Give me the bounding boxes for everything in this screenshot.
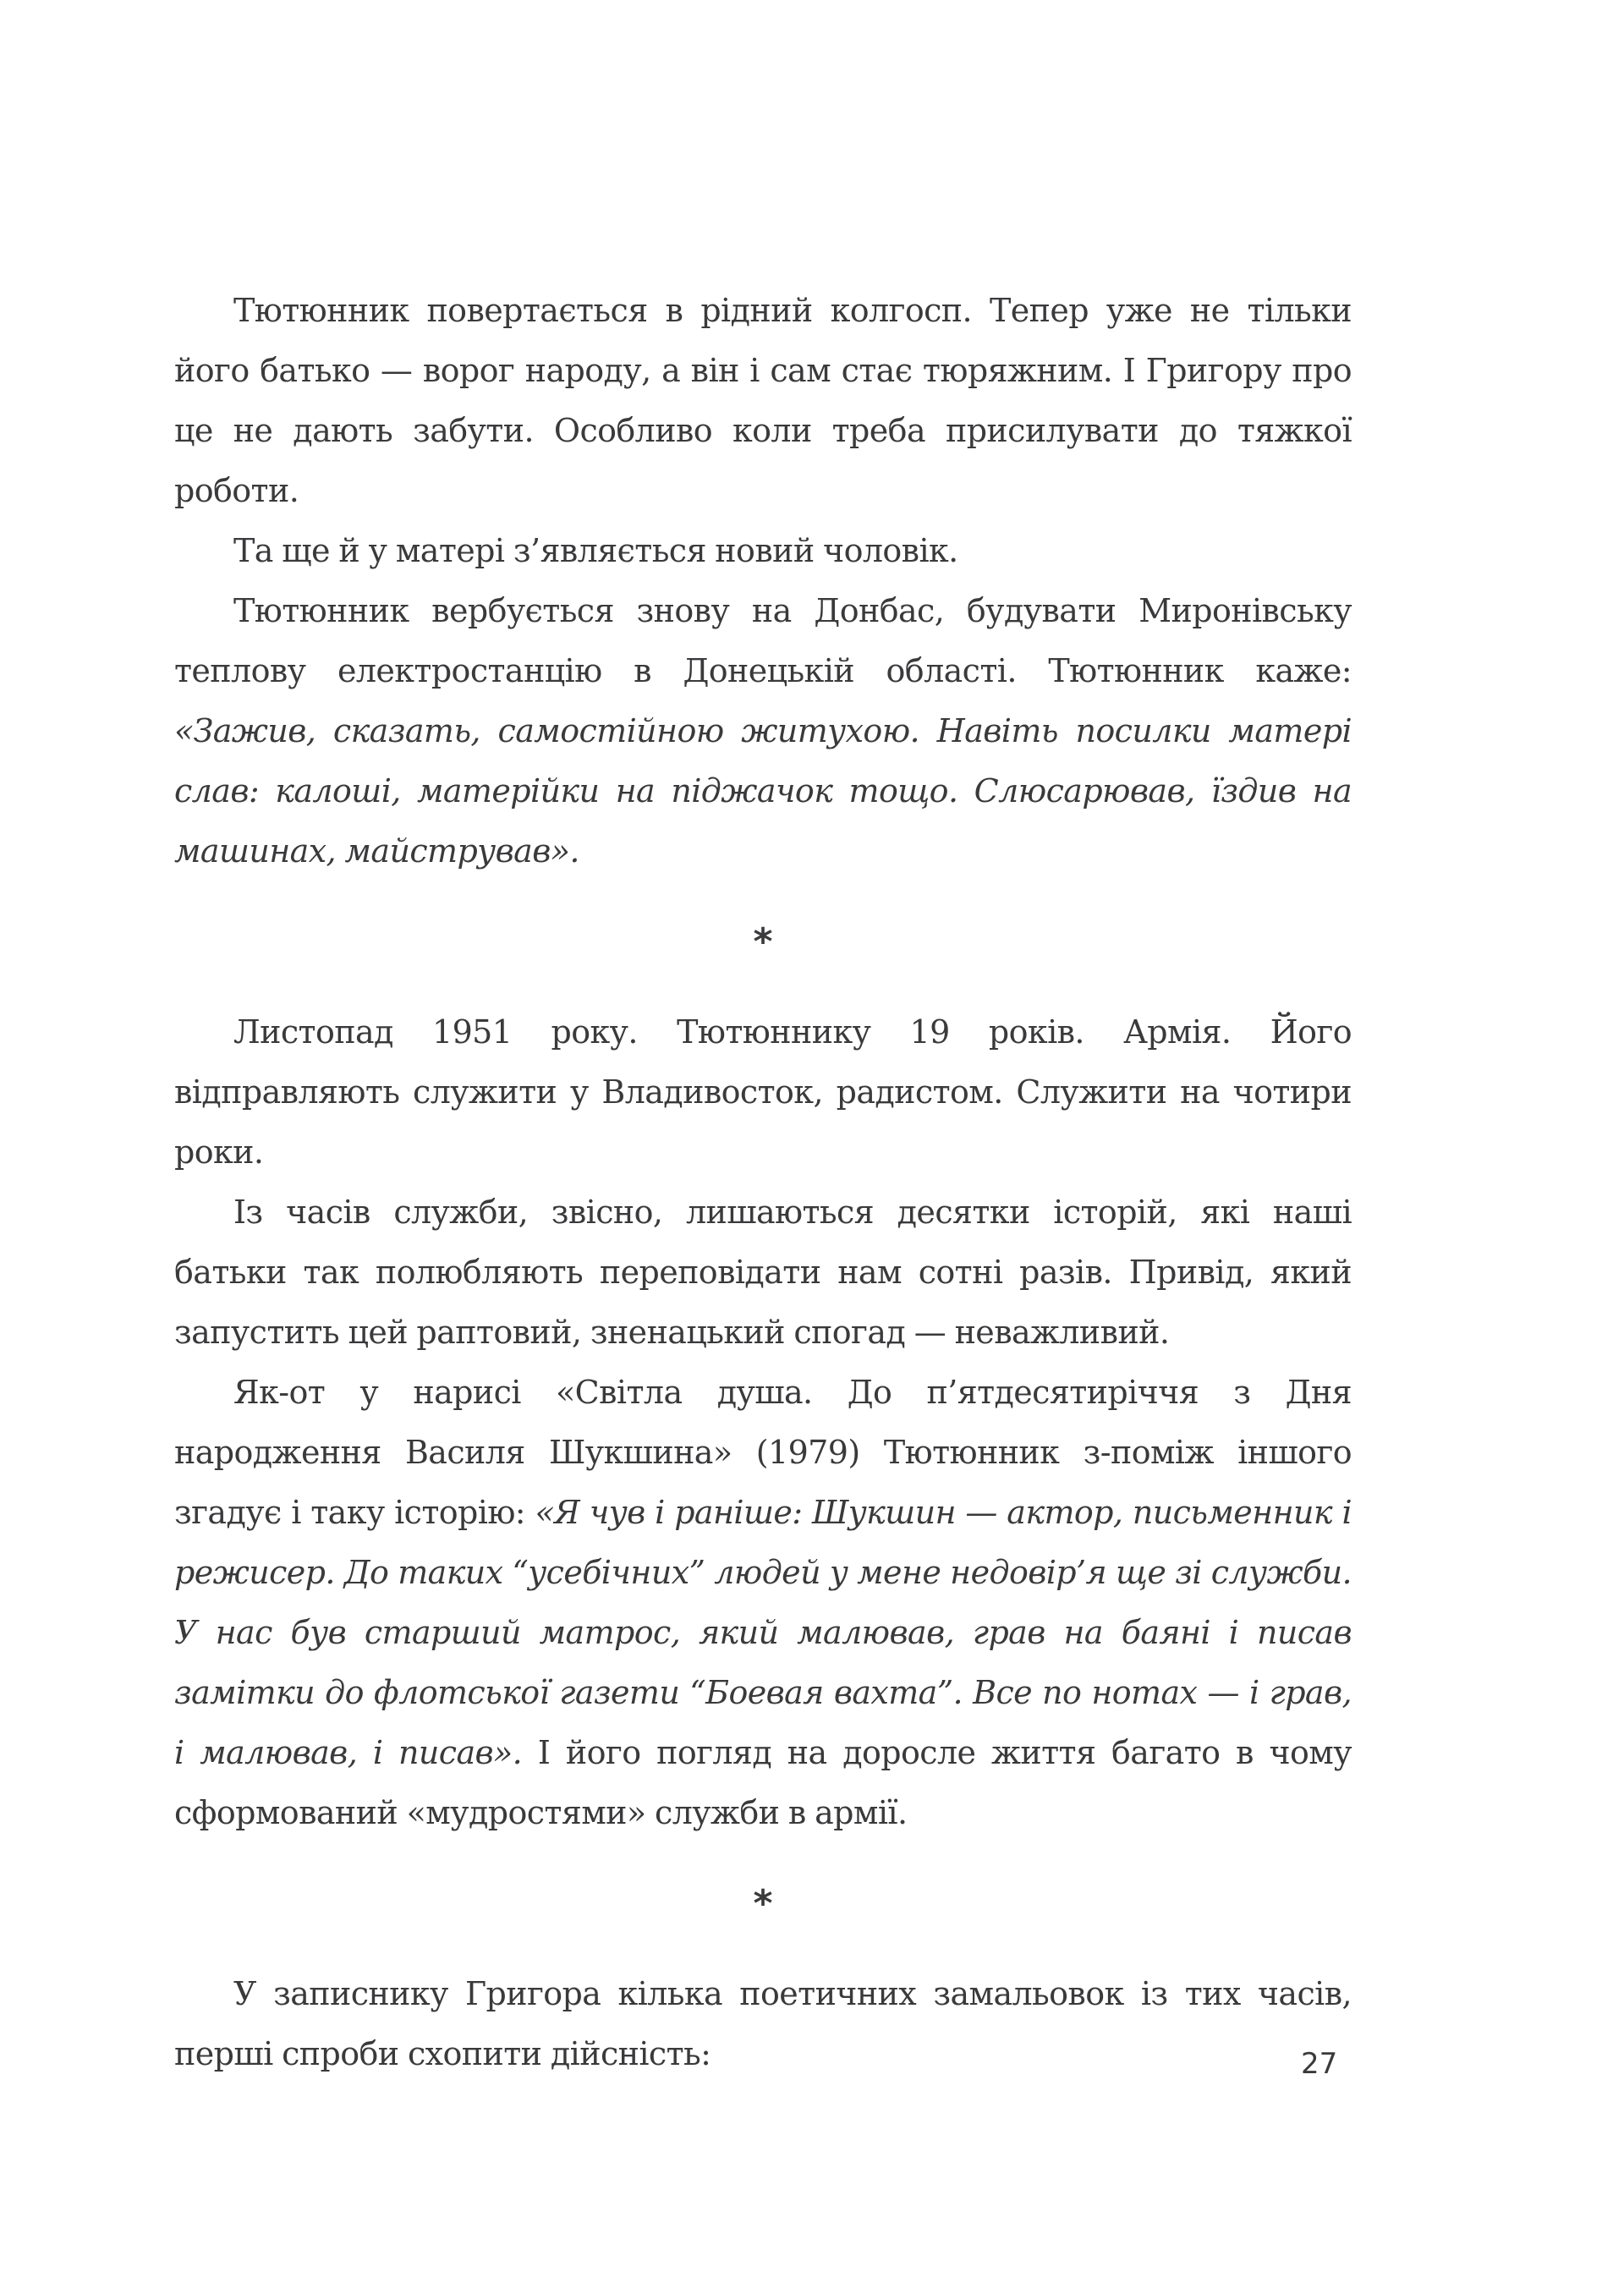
body-text <box>174 281 1352 2084</box>
italic-quote: «Зажив, сказать, самостійною житухою. Навіть посилки матері слав: калоші, матерійки на піджачок тощо. Слюсарював, їздив на машинах, майстрував». <box>174 712 1352 870</box>
paragraph-text: Із часів служби, звісно, лишаються десятки історій, які наші батьки так полюбляють переповідати нам сотні разів. Привід, який запустить цей раптовий, зненацький спогад — неважливий. <box>174 1194 1352 1351</box>
paragraph-donbas <box>174 581 1352 881</box>
paragraph-text: Листопад 1951 року. Тютюннику 19 років. Армія. Його відправляють служити у Владивосток, радистом. Служити на чотири роки. <box>174 1013 1352 1171</box>
paragraph-mother-new-husband <box>174 521 1352 581</box>
paragraph-text: І його погляд на доросле життя багато в чому сформований «мудростями» служби в армії. <box>174 1734 1352 1831</box>
italic-quote: «Я чув і раніше: Шукшин — актор, письменник і режисер. До таких “усебічних” людей у мене недовір’я ще зі служби. У нас був старший матрос, який малював, грав на баяні і писав замітки до флотської газети “Боевая вахта”. Все по нотах — і грав, і малював, і писав». <box>174 1494 1352 1771</box>
page-number: 27 <box>1301 2047 1338 2081</box>
paragraph-service-stories <box>174 1183 1352 1363</box>
paragraph-text: Та ще й у матері з’являється новий чоловік. <box>233 532 958 569</box>
section-separator-asterisk: * <box>753 1882 773 1925</box>
paragraph-text: У записнику Григора кілька поетичних замальовок із тих часів, перші спроби схопити дійсність: <box>174 1975 1352 2072</box>
paragraph-army-1951 <box>174 1002 1352 1183</box>
paragraph-notebook <box>174 1964 1352 2084</box>
paragraph-text: Як-от у нарисі «Світла душа. До п’ятдесятиріччя з Дня народження Василя Шукшина» (1979) Тютюнник з-поміж іншого згадує і таку історію: <box>174 1374 1352 1531</box>
paragraph-return-to-kolhosp <box>174 281 1352 521</box>
section-separator-asterisk: * <box>753 920 773 963</box>
paragraph-text: Тютюнник вербується знову на Донбас, будувати Миронівську теплову електростанцію в Донецькій області. Тютюнник каже: <box>174 592 1352 689</box>
paragraph-text: Тютюнник повертається в рідний колгосп. Тепер уже не тільки його батько — ворог народу, а він і сам стає тюряжним. І Григору про це не дають забути. Особливо коли треба присилувати до тяжкої роботи. <box>174 292 1352 509</box>
paragraph-shukshin-essay <box>174 1363 1352 1843</box>
